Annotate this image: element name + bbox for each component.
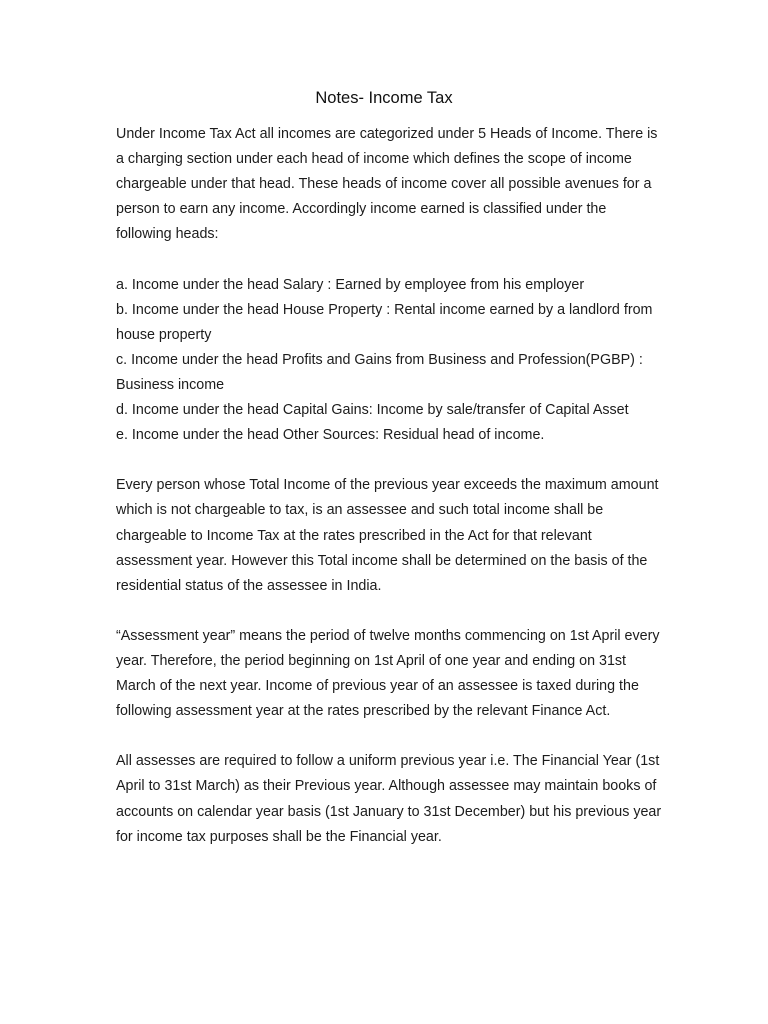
document-body — [116, 122, 664, 875]
assessment-year-paragraph: “Assessment year” means the period of twelve months commencing on 1st April every year. Therefore, the period beginning on 1st April of one year and ending on 31st March of the next year. Income of previous year of an assessee is taxed during the following assessment year at the rates prescribed by the relevant Finance Act. — [116, 627, 660, 720]
list-item: c. Income under the head Profits and Gains from Business and Profession(PGBP) : Business income — [116, 351, 643, 393]
list-item: a. Income under the head Salary : Earned by employee from his employer — [116, 276, 585, 293]
page-title: Notes- Income Tax — [315, 89, 453, 107]
list-item: e. Income under the head Other Sources: Residual head of income. — [116, 427, 545, 444]
list-item: d. Income under the head Capital Gains: Income by sale/transfer of Capital Asset — [116, 402, 629, 419]
assessee-paragraph: Every person whose Total Income of the previous year exceeds the maximum amount which is not chargeable to tax, is an assessee and such total income shall be chargeable to Income Tax at the rates prescribed in the Act for that relevant assessment year. However this Total income shall be determined on the basis of the residential status of the assessee in India. — [116, 477, 659, 594]
intro-paragraph: Under Income Tax Act all incomes are categorized under 5 Heads of Income. There is a charging section under each head of income which defines the scope of income chargeable under that head. These heads of income cover all possible avenues for a person to earn any income. Accordingly income earned is classified under the following heads: — [116, 126, 658, 243]
list-item: b. Income under the head House Property : Rental income earned by a landlord from house property — [116, 301, 653, 343]
previous-year-paragraph: All assesses are required to follow a uniform previous year i.e. The Financial Year (1st April to 31st March) as their Previous year. Although assessee may maintain books of accounts on calendar year basis (1st January to 31st December) but his previous year for income tax purposes shall be the Financial year. — [116, 753, 662, 845]
heads-of-income-list — [116, 273, 664, 449]
